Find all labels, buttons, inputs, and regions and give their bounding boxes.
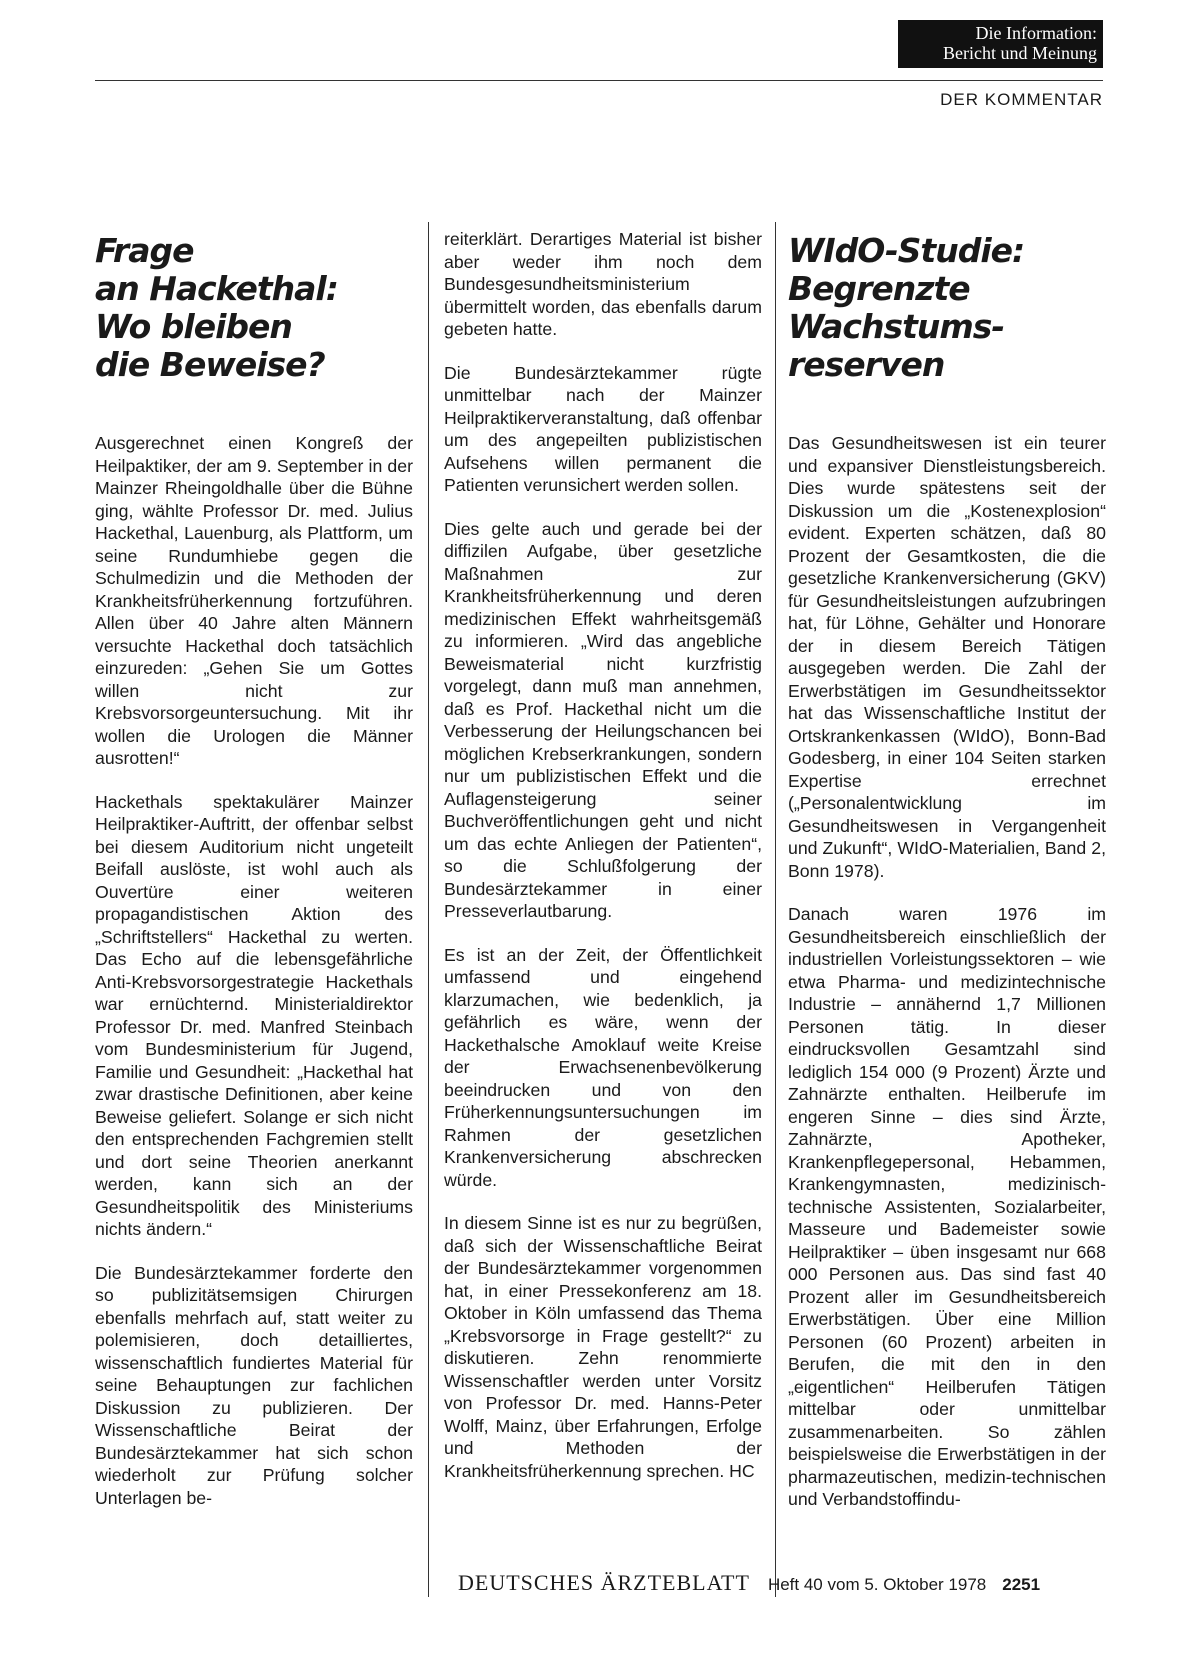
article-1-paragraph: Hackethals spektakulärer Mainzer Heilpraktiker-Auftritt, der offenbar selbst bei diesem Auditorium nicht ungeteilt Beifall auslöste, ist wohl auch als Ouvertüre einer weiteren propagandistischen Aktion des „Schriftstellers“ Hackethal zu werten. Das Echo auf die lebensgefährliche Anti-Krebsvorsorgestrategie Hackethals war ernüchternd. Ministerialdirektor Professor Dr. med. Manfred Steinbach vom Bundesministerium für Jugend, Familie und Gesundheit: „Hackethal hat zwar drastische Definitionen, aber keine Beweise geliefert. Solange er sich nicht den entsprechenden Fachgremien stellt und dort seine Theorien anerkannt werden, kann sich an der Gesundheitspolitik des Ministeriums nichts ändern.“ [95,791,413,1239]
column-divider-1 [428,222,429,1597]
header-rule [95,80,1103,81]
article-2-column [788,228,1106,1532]
headline-line: reserven [788,345,945,384]
headline-line: Wachstums- [788,307,1005,346]
headline-line: an Hackethal: [95,269,338,308]
article-1-paragraph: Die Bundesärztekammer rügte unmittelbar nach der Mainzer Heilpraktikerveranstaltung, daß offenbar um des angepeilten publizistischen Aufsehens willen permanent die Patienten verunsichert werden sollen. [444,362,762,495]
badge-line-2: Bericht und Meinung [943,43,1097,63]
article-1-paragraph: In diesem Sinne ist es nur zu begrüßen, daß sich der Wissenschaftliche Beirat der Bundesärztekammer vorgenommen hat, in einer Pressekonferenz am 18. Oktober in Köln umfassend das Thema „Krebsvorsorge in Frage gestellt?“ zu diskutieren. Zehn renommierte Wissenschaftler werden unter Vorsitz von Professor Dr. med. Hanns-Peter Wolff, Mainz, über Erfahrungen, Erfolge und Methoden der Krankheitsfrüherkennung sprechen. HC [444,1213,762,1481]
article-1-paragraph: Es ist an der Zeit, der Öffentlichkeit umfassend und eingehend klarzumachen, wie bedenklich, ja gefährlich es wäre, wenn der Hackethalsche Amoklauf weite Kreise der Erwachsenenbevölkerung beeindrucken und von den Früherkennungsuntersuchungen im Rahmen der gesetzlichen Krankenversicherung abschrecken würde. [444,944,762,1190]
article-1-column-1 [95,228,413,1530]
issue-info: Heft 40 vom 5. Oktober 1978 [767,1575,987,1594]
headline-line: Frage [95,231,194,270]
headline-line: WIdO-Studie: [788,231,1025,270]
headline-line: Wo bleiben [95,307,292,346]
article-2-headline [788,232,1106,384]
article-1-headline [95,232,413,384]
section-label: DER KOMMENTAR [940,90,1103,109]
article-1-paragraph: Dies gelte auch und gerade bei der diffizilen Aufgabe, über gesetzliche Maßnahmen zur Krankheitsfrüherkennung und deren medizinischen Effekt wahrheitsgemäß zu informieren. „Wird das angebliche Beweismaterial nicht kurzfristig vorgelegt, dann muß man annehmen, daß es Prof. Hackethal nicht um die Verbesserung der Heilungschancen bei möglichen Krebserkrankungen, sondern nur um publizistischen Effekt und die Auflagensteigerung seiner Buchveröffentlichungen geht und nicht um das echte Anliegen der Patienten“, so die Schlußfolgerung der Bundesärztekammer in einer Presseverlautbarung. [444,518,762,921]
article-2-paragraph: Das Gesundheitswesen ist ein teurer und expansiver Dienstleistungsbereich. Dies wurde spätestens seit der Diskussion um die „Kostenexplosion“ evident. Experten schätzen, daß 80 Prozent der Gesamtkosten, die die gesetzliche Krankenversicherung (GKV) für Gesundheitsleistungen aufzubringen hat, für Löhne, Gehälter und Honorare der in diesem Bereich Tätigen ausgegeben werden. Die Zahl der Erwerbstätigen im Gesundheitssektor hat das Wissenschaftliche Institut der Ortskrankenkassen (WIdO), Bonn-Bad Godesberg, in einer 104 Seiten starken Expertise errechnet („Personalentwicklung im Gesundheitswesen in Vergangenheit und Zukunft“, WIdO-Materialien, Band 2, Bonn 1978). [788,433,1106,881]
headline-line: Begrenzte [788,269,970,308]
article-2-paragraph: Danach waren 1976 im Gesundheitsbereich einschließlich der industriellen Vorleistungssektoren – wie etwa Pharma- und medizintechnische Industrie – annähernd 1,7 Millionen Personen tätig. In dieser eindrucksvollen Gesamtzahl sind lediglich 154 000 (9 Prozent) Ärzte und Zahnärzte enthalten. Heilberufe im engeren Sinne – dies sind Ärzte, Zahnärzte, Apotheker, Krankenpflegepersonal, Hebammen, Krankengymnasten, medizinisch-technische Assistenten, Sozialarbeiter, Masseure und Bademeister sowie Heilpraktiker – üben insgesamt nur 668 000 Personen aus. Das sind fast 40 Prozent aller im Gesundheitsbereich Erwerbstätigen. Über eine Million Personen (60 Prozent) arbeiten in Berufen, die mit den in den „eigentlichen“ Heilberufen Tätigen mittelbar oder unmittelbar zusammenarbeiten. So zählen beispielsweise die Erwerbstätigen in der pharmazeutischen, medizin-technischen und Verbandstoffindu- [788,904,1106,1509]
article-1-paragraph: Ausgerechnet einen Kongreß der Heilpaktiker, der am 9. September in der Mainzer Rheingoldhalle über die Bühne ging, wählte Professor Dr. med. Julius Hackethal, Lauenburg, als Plattform, um seine Rundumhiebe gegen die Schulmedizin und die Methoden der Krankheitsfrüherkennung fortzuführen. Allen über 40 Jahre alten Männern versuchte Hackethal doch tatsächlich einzureden: „Gehen Sie um Gottes willen nicht zur Krebsvorsorgeuntersuchung. Mit ihr wollen die Urologen die Männer ausrotten!“ [95,433,413,768]
article-1-paragraph: Die Bundesärztekammer forderte den so publizitätsemsigen Chirurgen ebenfalls mehrfach auf, statt weiter zu polemisieren, doch detailliertes, wissenschaftlich fundiertes Material für seine Behauptungen zur fachlichen Diskussion zu publizieren. Der Wissenschaftliche Beirat der Bundesärztekammer hat sich schon wiederholt zur Prüfung solcher Unterlagen be- [95,1262,413,1508]
article-1-column-2 [444,228,762,1503]
headline-line: die Beweise? [95,345,325,384]
column-divider-2 [775,222,776,1597]
page-footer [458,1570,1103,1596]
journal-name: DEUTSCHES ÄRZTEBLATT [458,1570,750,1595]
section-badge [898,20,1103,68]
article-1-paragraph: reiterklärt. Derartiges Material ist bisher aber weder ihm noch dem Bundesgesundheitsministerium übermittelt worden, das ebenfalls darum gebeten hatte. [444,229,762,339]
page-number: 2251 [1002,1575,1041,1594]
badge-line-1: Die Information: [975,23,1097,43]
